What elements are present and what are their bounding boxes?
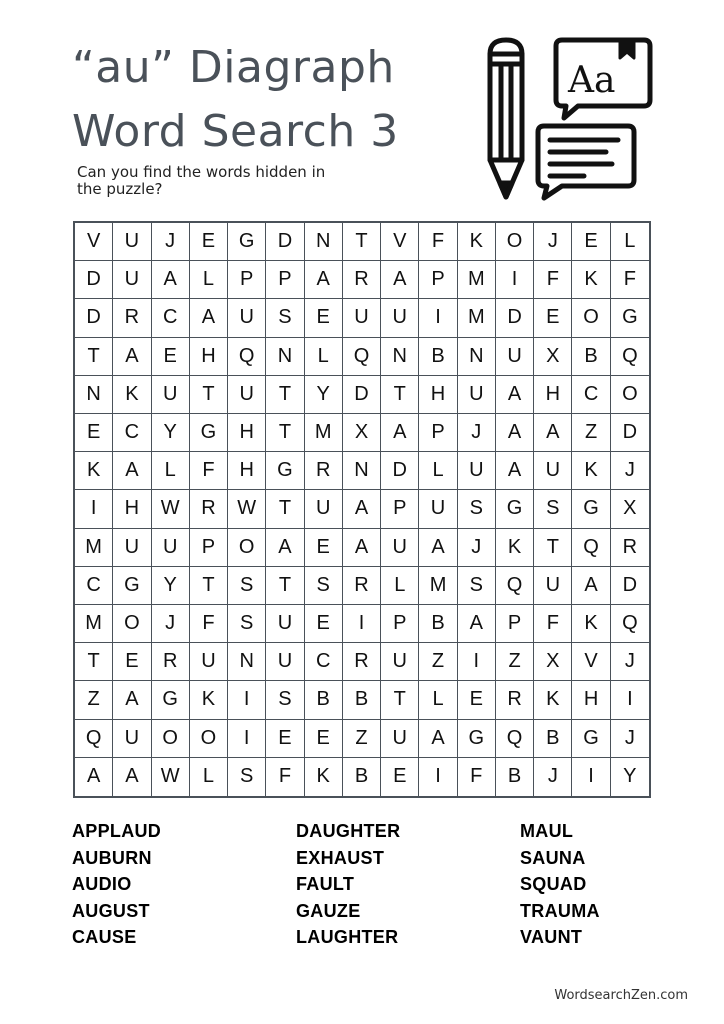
grid-cell: A: [496, 452, 534, 490]
grid-cell: M: [75, 529, 113, 567]
grid-cell: I: [496, 261, 534, 299]
grid-cell: U: [381, 643, 419, 681]
word-list-item: DAUGHTER: [296, 821, 401, 841]
grid-cell: B: [572, 338, 610, 376]
grid-cell: E: [266, 720, 304, 758]
instructions-text: Can you find the words hidden in the puzzle?: [77, 163, 326, 198]
grid-cell: C: [75, 567, 113, 605]
grid-cell: N: [266, 338, 304, 376]
word-list-item: TRAUMA: [520, 900, 600, 921]
grid-cell: X: [611, 490, 649, 528]
word-list-item: APPLAUD: [72, 821, 162, 841]
grid-cell: K: [75, 452, 113, 490]
grid-cell: E: [305, 529, 343, 567]
grid-cell: R: [611, 529, 649, 567]
grid-cell: L: [190, 261, 228, 299]
grid-cell: B: [343, 681, 381, 719]
grid-cell: W: [152, 758, 190, 796]
grid-cell: X: [534, 338, 572, 376]
page-title-line-2: Word Search 3: [72, 106, 399, 157]
grid-cell: S: [458, 490, 496, 528]
grid-cell: P: [419, 261, 457, 299]
grid-cell: J: [534, 223, 572, 261]
grid-cell: H: [113, 490, 151, 528]
grid-cell: R: [343, 643, 381, 681]
grid-cell: W: [228, 490, 266, 528]
grid-cell: J: [152, 605, 190, 643]
grid-cell: K: [572, 261, 610, 299]
grid-cell: F: [534, 605, 572, 643]
grid-cell: Q: [611, 605, 649, 643]
grid-cell: D: [75, 261, 113, 299]
grid-cell: G: [572, 720, 610, 758]
grid-cell: D: [343, 376, 381, 414]
grid-cell: T: [75, 643, 113, 681]
illustration-svg: [480, 30, 660, 210]
grid-cell: H: [419, 376, 457, 414]
grid-cell: F: [190, 452, 228, 490]
grid-cell: L: [419, 681, 457, 719]
grid-cell: L: [611, 223, 649, 261]
grid-cell: K: [496, 529, 534, 567]
grid-cell: B: [305, 681, 343, 719]
grid-cell: N: [458, 338, 496, 376]
word-list-item: CAUSE: [72, 927, 137, 947]
grid-cell: A: [572, 567, 610, 605]
grid-cell: E: [381, 758, 419, 796]
grid-cell: I: [343, 605, 381, 643]
grid-cell: O: [228, 529, 266, 567]
grid-cell: J: [611, 643, 649, 681]
grid-cell: J: [152, 223, 190, 261]
grid-cell: A: [343, 490, 381, 528]
word-list-item: GAUZE: [296, 900, 361, 921]
grid-cell: J: [611, 720, 649, 758]
grid-cell: T: [75, 338, 113, 376]
grid-cell: M: [419, 567, 457, 605]
grid-cell: K: [572, 452, 610, 490]
grid-cell: I: [419, 299, 457, 337]
grid-cell: O: [496, 223, 534, 261]
grid-cell: R: [305, 452, 343, 490]
grid-cell: A: [381, 414, 419, 452]
word-list-column: [72, 818, 296, 951]
grid-cell: G: [266, 452, 304, 490]
grid-cell: T: [343, 223, 381, 261]
grid-cell: S: [458, 567, 496, 605]
grid-cell: A: [75, 758, 113, 796]
grid-cell: A: [113, 452, 151, 490]
grid-cell: A: [496, 414, 534, 452]
grid-cell: G: [458, 720, 496, 758]
grid-cell: C: [572, 376, 610, 414]
language-aa-icon: [556, 40, 650, 118]
grid-cell: Z: [343, 720, 381, 758]
grid-cell: O: [611, 376, 649, 414]
grid-cell: N: [305, 223, 343, 261]
grid-cell: E: [305, 605, 343, 643]
grid-cell: Z: [419, 643, 457, 681]
grid-cell: A: [152, 261, 190, 299]
grid-cell: C: [152, 299, 190, 337]
grid-cell: O: [572, 299, 610, 337]
grid-cell: E: [152, 338, 190, 376]
grid-cell: S: [266, 299, 304, 337]
grid-cell: A: [113, 681, 151, 719]
grid-cell: U: [152, 376, 190, 414]
grid-cell: H: [572, 681, 610, 719]
grid-cell: L: [190, 758, 228, 796]
grid-cell: G: [113, 567, 151, 605]
word-list-item: SQUAD: [520, 874, 587, 894]
grid-cell: P: [381, 605, 419, 643]
grid-cell: G: [190, 414, 228, 452]
grid-cell: L: [419, 452, 457, 490]
header-illustration: [480, 30, 660, 210]
grid-cell: A: [458, 605, 496, 643]
pencil-icon: [490, 40, 522, 197]
grid-cell: L: [152, 452, 190, 490]
word-list-item: EXHAUST: [296, 847, 385, 868]
grid-cell: A: [266, 529, 304, 567]
grid-cell: B: [419, 338, 457, 376]
grid-cell: I: [228, 720, 266, 758]
word-list-column: [296, 818, 520, 951]
grid-cell: P: [190, 529, 228, 567]
grid-cell: Y: [152, 567, 190, 605]
grid-cell: P: [228, 261, 266, 299]
grid-cell: D: [496, 299, 534, 337]
grid-cell: U: [152, 529, 190, 567]
word-list-item: MAUL: [520, 821, 574, 841]
grid-cell: D: [381, 452, 419, 490]
grid-cell: A: [496, 376, 534, 414]
grid-cell: O: [190, 720, 228, 758]
grid-cell: U: [381, 529, 419, 567]
word-list-item: AUGUST: [72, 900, 150, 921]
grid-cell: G: [152, 681, 190, 719]
grid-cell: B: [534, 720, 572, 758]
grid-cell: P: [266, 261, 304, 299]
grid-cell: U: [113, 261, 151, 299]
svg-text:Aa: Aa: [568, 60, 616, 101]
grid-cell: K: [190, 681, 228, 719]
grid-cell: Q: [496, 567, 534, 605]
grid-cell: B: [343, 758, 381, 796]
grid-cell: A: [305, 261, 343, 299]
grid-cell: Q: [228, 338, 266, 376]
grid-cell: R: [190, 490, 228, 528]
grid-cell: U: [496, 338, 534, 376]
grid-cell: O: [113, 605, 151, 643]
grid-cell: H: [228, 452, 266, 490]
grid-cell: W: [152, 490, 190, 528]
grid-cell: N: [75, 376, 113, 414]
grid-cell: U: [381, 299, 419, 337]
grid-cell: K: [458, 223, 496, 261]
grid-cell: L: [305, 338, 343, 376]
grid-cell: P: [419, 414, 457, 452]
grid-cell: E: [305, 720, 343, 758]
grid-cell: V: [75, 223, 113, 261]
grid-cell: F: [611, 261, 649, 299]
grid-cell: U: [305, 490, 343, 528]
grid-cell: U: [228, 299, 266, 337]
grid-cell: K: [572, 605, 610, 643]
grid-cell: M: [305, 414, 343, 452]
grid-cell: K: [305, 758, 343, 796]
grid-cell: S: [228, 567, 266, 605]
grid-cell: M: [75, 605, 113, 643]
word-list-column: [520, 818, 632, 951]
grid-cell: U: [113, 223, 151, 261]
grid-cell: I: [75, 490, 113, 528]
grid-cell: A: [190, 299, 228, 337]
grid-cell: U: [419, 490, 457, 528]
grid-cell: U: [381, 720, 419, 758]
grid-cell: A: [113, 338, 151, 376]
grid-cell: T: [266, 376, 304, 414]
word-list-item: VAUNT: [520, 927, 583, 947]
grid-cell: J: [534, 758, 572, 796]
page-title-line-1: “au” Diagraph: [72, 42, 395, 93]
grid-cell: J: [458, 414, 496, 452]
grid-cell: C: [305, 643, 343, 681]
grid-cell: O: [152, 720, 190, 758]
grid-cell: K: [113, 376, 151, 414]
word-list-item: AUBURN: [72, 847, 152, 868]
chat-bubble-icon: [538, 126, 634, 198]
grid-cell: U: [228, 376, 266, 414]
grid-cell: Q: [75, 720, 113, 758]
grid-cell: T: [266, 414, 304, 452]
grid-cell: D: [75, 299, 113, 337]
grid-cell: Q: [496, 720, 534, 758]
grid-cell: E: [113, 643, 151, 681]
grid-cell: E: [534, 299, 572, 337]
grid-cell: R: [343, 567, 381, 605]
grid-cell: P: [381, 490, 419, 528]
grid-cell: Z: [572, 414, 610, 452]
grid-cell: U: [113, 529, 151, 567]
grid-cell: U: [534, 567, 572, 605]
grid-cell: A: [381, 261, 419, 299]
grid-cell: Z: [75, 681, 113, 719]
grid-cell: S: [534, 490, 572, 528]
grid-cell: T: [190, 376, 228, 414]
grid-cell: E: [458, 681, 496, 719]
grid-cell: N: [343, 452, 381, 490]
grid-cell: U: [458, 452, 496, 490]
grid-cell: G: [611, 299, 649, 337]
grid-cell: N: [228, 643, 266, 681]
grid-cell: U: [343, 299, 381, 337]
grid-cell: I: [572, 758, 610, 796]
grid-cell: B: [496, 758, 534, 796]
grid-cell: U: [458, 376, 496, 414]
grid-cell: U: [266, 605, 304, 643]
site-footer: WordsearchZen.com: [554, 988, 688, 1003]
grid-cell: A: [343, 529, 381, 567]
grid-cell: U: [534, 452, 572, 490]
grid-cell: H: [534, 376, 572, 414]
grid-cell: A: [419, 529, 457, 567]
grid-cell: T: [266, 567, 304, 605]
grid-cell: H: [228, 414, 266, 452]
grid-cell: Q: [572, 529, 610, 567]
grid-cell: E: [190, 223, 228, 261]
grid-cell: H: [190, 338, 228, 376]
grid-cell: E: [572, 223, 610, 261]
grid-cell: D: [611, 414, 649, 452]
grid-cell: T: [190, 567, 228, 605]
grid-cell: X: [534, 643, 572, 681]
grid-cell: G: [228, 223, 266, 261]
grid-cell: A: [419, 720, 457, 758]
grid-cell: U: [266, 643, 304, 681]
grid-cell: R: [113, 299, 151, 337]
grid-cell: T: [534, 529, 572, 567]
word-list-item: FAULT: [296, 874, 355, 894]
grid-cell: G: [496, 490, 534, 528]
grid-cell: D: [611, 567, 649, 605]
grid-cell: Q: [611, 338, 649, 376]
grid-cell: Y: [623, 765, 637, 788]
grid-cell: S: [266, 681, 304, 719]
grid-cell: R: [343, 261, 381, 299]
grid-cell: V: [572, 643, 610, 681]
grid-cell: V: [381, 223, 419, 261]
grid-cell: A: [113, 758, 151, 796]
grid-cell: I: [611, 681, 649, 719]
grid-cell: R: [152, 643, 190, 681]
grid-cell: F: [266, 758, 304, 796]
grid-cell: I: [228, 681, 266, 719]
grid-cell: S: [305, 567, 343, 605]
word-list-item: LAUGHTER: [296, 927, 399, 947]
grid-cell: A: [534, 414, 572, 452]
grid-cell: J: [611, 452, 649, 490]
grid-cell: E: [75, 414, 113, 452]
grid-cell: I: [419, 758, 457, 796]
grid-cell: M: [458, 261, 496, 299]
grid-cell: S: [228, 605, 266, 643]
grid-cell: F: [190, 605, 228, 643]
grid-cell: Y: [305, 376, 343, 414]
grid-cell: Q: [343, 338, 381, 376]
grid-cell: N: [381, 338, 419, 376]
grid-cell: T: [381, 681, 419, 719]
grid-cell: G: [572, 490, 610, 528]
grid-cell: L: [381, 567, 419, 605]
grid-cell: C: [113, 414, 151, 452]
grid-cell: X: [343, 414, 381, 452]
grid-cell: K: [534, 681, 572, 719]
grid-cell: I: [458, 643, 496, 681]
grid-cell: T: [381, 376, 419, 414]
word-list: [72, 818, 632, 951]
grid-cell: F: [458, 758, 496, 796]
grid-cell: F: [534, 261, 572, 299]
grid-cell: P: [496, 605, 534, 643]
grid-cell: J: [458, 529, 496, 567]
grid-cell: S: [228, 758, 266, 796]
word-list-item: AUDIO: [72, 874, 132, 894]
grid-cell: U: [113, 720, 151, 758]
grid-cell: E: [305, 299, 343, 337]
grid-cell: F: [419, 223, 457, 261]
grid-cell: T: [266, 490, 304, 528]
grid-cell: Y: [152, 414, 190, 452]
word-list-item: SAUNA: [520, 847, 586, 868]
grid-cell: M: [458, 299, 496, 337]
grid-cell: R: [496, 681, 534, 719]
grid-cell: U: [190, 643, 228, 681]
grid-cell: B: [419, 605, 457, 643]
grid-cell: Z: [496, 643, 534, 681]
grid-cell: D: [266, 223, 304, 261]
word-search-grid: [73, 221, 651, 798]
